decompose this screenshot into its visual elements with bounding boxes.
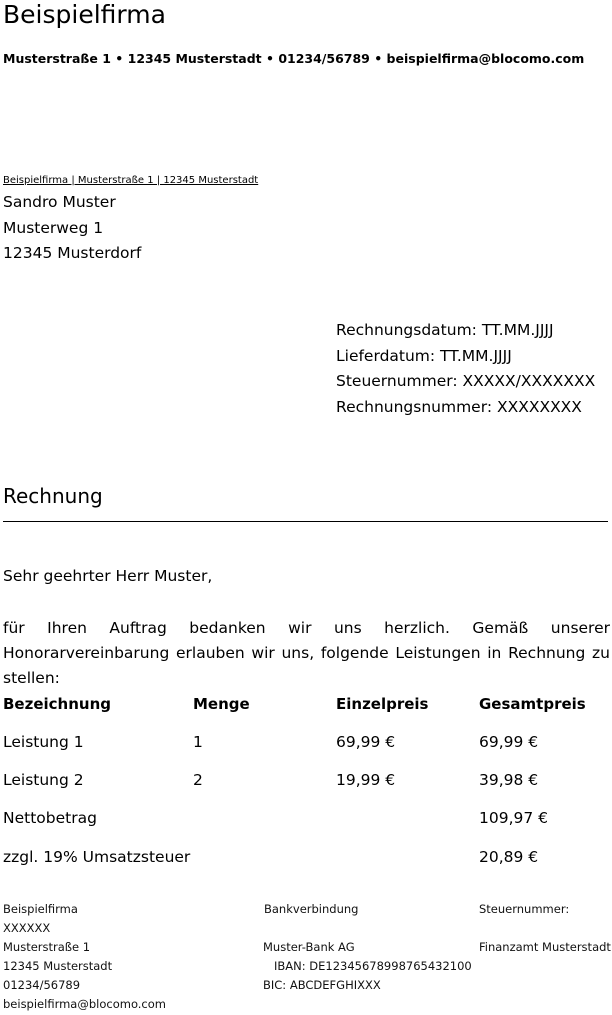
footer-email: beispielfirma@blocomo.com: [3, 997, 166, 1011]
footer-phone: 01234/56789: [3, 978, 81, 992]
tax-number: Steuernummer: XXXXX/XXXXXXX: [336, 372, 596, 390]
salutation: Sehr geehrter Herr Muster,: [3, 567, 213, 585]
delivery-date: Lieferdatum: TT.MM.JJJJ: [336, 347, 512, 365]
col-header-gesamtpreis: Gesamtpreis: [479, 695, 586, 713]
net-value: 109,97 €: [479, 809, 549, 827]
tax-value: 20,89 €: [479, 848, 539, 866]
col-header-einzelpreis: Einzelpreis: [336, 695, 429, 713]
col-header-bezeichnung: Bezeichnung: [3, 695, 111, 713]
footer-placeholder: XXXXXX: [3, 921, 51, 935]
title-divider: [3, 521, 608, 522]
row1-einzelpreis: 69,99 €: [336, 733, 396, 751]
tax-label: zzgl. 19% Umsatzsteuer: [3, 848, 191, 866]
net-label: Nettobetrag: [3, 809, 97, 827]
footer-street: Musterstraße 1: [3, 940, 91, 954]
document-title: Rechnung: [3, 484, 103, 508]
footer-bank-name: Muster-Bank AG: [263, 940, 355, 954]
company-name: Beispielfirma: [3, 0, 166, 29]
intro-paragraph: für Ihren Auftrag bedanken wir uns herzlich. Gemäß unserer Honorarvereinbarung erlauben wir uns, folgende Leistungen in Rechnung zu stellen:: [3, 619, 610, 687]
sender-return-line: Beispielfirma | Musterstraße 1 | 12345 Musterstadt: [3, 175, 259, 186]
header-contact-line: Musterstraße 1 • 12345 Musterstadt • 01234/56789 • beispielfirma@blocomo.com: [3, 51, 585, 66]
recipient-name: Sandro Muster: [3, 193, 116, 211]
footer-bank-heading: Bankverbindung: [264, 902, 359, 916]
row2-bezeichnung: Leistung 2: [3, 771, 84, 789]
footer-city: 12345 Musterstadt: [3, 959, 113, 973]
footer-bic: BIC: ABCDEFGHIXXX: [263, 978, 381, 992]
recipient-street: Musterweg 1: [3, 219, 104, 237]
row1-bezeichnung: Leistung 1: [3, 733, 84, 751]
footer-tax-office: Finanzamt Musterstadt: [479, 940, 611, 954]
footer-company: Beispielfirma: [3, 902, 78, 916]
invoice-date: Rechnungsdatum: TT.MM.JJJJ: [336, 321, 554, 339]
row1-gesamtpreis: 69,99 €: [479, 733, 539, 751]
row2-einzelpreis: 19,99 €: [336, 771, 396, 789]
row2-gesamtpreis: 39,98 €: [479, 771, 539, 789]
recipient-city: 12345 Musterdorf: [3, 244, 142, 262]
footer-tax-heading: Steuernummer:: [479, 902, 570, 916]
row1-menge: 1: [193, 733, 203, 751]
col-header-menge: Menge: [193, 695, 250, 713]
invoice-number: Rechnungsnummer: XXXXXXXX: [336, 398, 582, 416]
footer-iban: IBAN: DE12345678998765432100: [274, 959, 472, 973]
row2-menge: 2: [193, 771, 203, 789]
